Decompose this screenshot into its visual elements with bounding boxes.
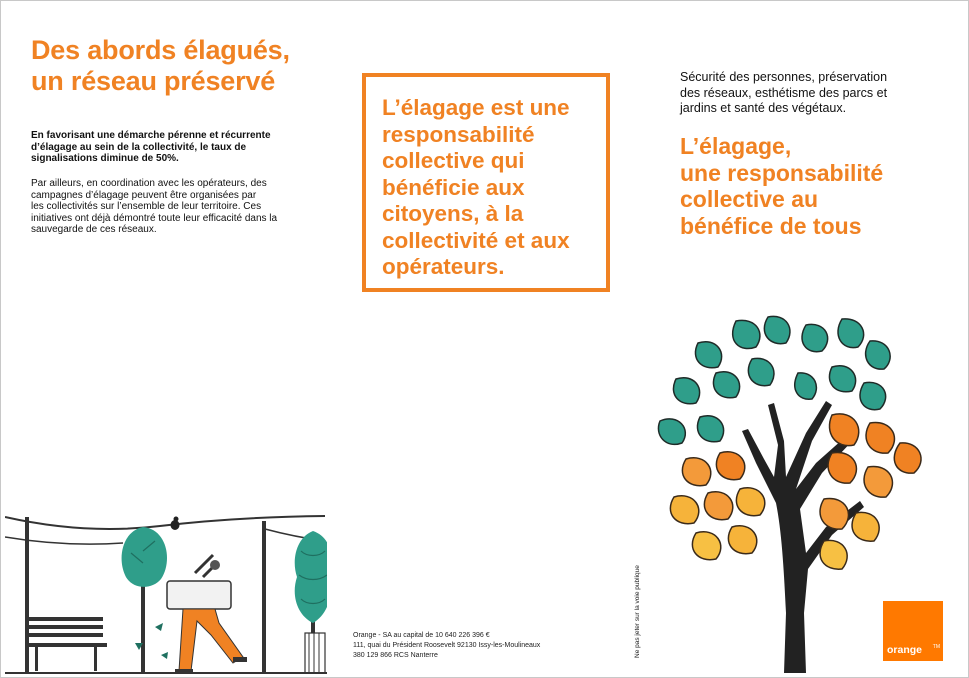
right-title: [680, 133, 883, 239]
park-illustration: [5, 511, 327, 675]
left-body-line: campagnes d’élagage peuvent être organisées par: [31, 189, 257, 201]
right-intro: [680, 70, 887, 117]
left-body-line: Par ailleurs, en coordination avec les opérateurs, des: [31, 178, 267, 189]
worker-illustration: [167, 555, 247, 673]
left-body-line: sauvegarde de ces réseaux.: [31, 224, 157, 236]
right-title-line: collective au: [680, 186, 819, 212]
footer-line: 111, quai du Président Roosevelt 92130 Issy-les-Moulineaux: [353, 642, 541, 649]
right-title-line: une responsabilité: [680, 159, 884, 186]
quote-line: L’élagage est une: [382, 95, 570, 120]
quote-text: [382, 95, 570, 281]
left-title: [31, 35, 290, 97]
right-intro-line: Sécurité des personnes, préservation: [680, 70, 888, 84]
left-title-line: un réseau préservé: [31, 66, 276, 96]
left-title-line: Des abords élagués,: [31, 35, 290, 65]
legal-footer: [353, 631, 540, 661]
left-intro-line: d’élagage au sein de la collectivité, le taux de: [31, 141, 247, 153]
logo-trademark: TM: [932, 644, 940, 650]
footer-line: Orange - SA au capital de 10 640 226 396 €: [353, 632, 490, 639]
right-title-line: bénéfice de tous: [680, 212, 862, 239]
quote-line: collectivité et aux: [382, 227, 570, 253]
left-body-line: les collectivités sur l’ensemble de leur territoire. Ces: [31, 201, 262, 213]
left-intro-line: En favorisant une démarche pérenne et récurrente: [31, 130, 271, 141]
orange-logo: [883, 601, 943, 661]
quote-line: responsabilité: [382, 121, 535, 147]
right-intro-line: des réseaux, esthétisme des parcs et: [680, 85, 888, 100]
logo-label: orange: [887, 644, 923, 656]
disposal-note: Ne pas jeter sur la voie publique: [634, 565, 641, 658]
quote-box: [362, 73, 610, 292]
quote-line: opérateurs.: [382, 254, 505, 279]
right-intro-line: jardins et santé des végétaux.: [680, 101, 847, 115]
left-intro-paragraph: [31, 130, 321, 165]
small-tree-illustration: [122, 527, 168, 673]
right-title-line: L’élagage,: [680, 133, 792, 159]
tall-tree-illustration: [295, 531, 327, 673]
quote-line: bénéficie aux: [382, 174, 525, 200]
footer-line: 380 129 866 RCS Nanterre: [353, 652, 438, 659]
quote-line: citoyens, à la: [382, 201, 524, 226]
quote-line: collective qui: [382, 148, 525, 173]
bench-illustration: [25, 617, 107, 671]
left-body-line: initiatives ont déjà démontré toute leur efficacité dans la: [31, 212, 278, 224]
left-body-paragraph: [31, 178, 321, 236]
left-intro-line: signalisations diminue de 50%.: [31, 153, 179, 165]
